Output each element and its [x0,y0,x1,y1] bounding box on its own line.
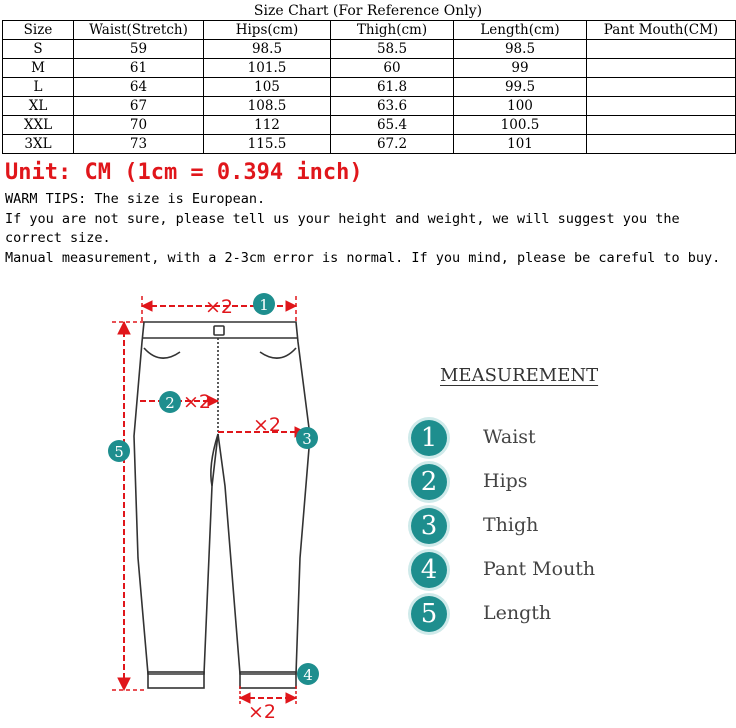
table-cell: 64 [74,78,204,97]
table-cell: 101 [454,135,587,154]
table-cell [587,78,736,97]
table-cell: 98.5 [454,40,587,59]
size-table [2,20,736,154]
badge-5-number: 5 [114,443,124,461]
unit-note: Unit: CM (1cm = 0.394 inch) [5,160,363,185]
pants-diagram [100,286,340,726]
table-cell: 61 [74,59,204,78]
table-cell: 65.4 [331,116,454,135]
table-row [3,135,736,154]
table-cell: 98.5 [204,40,331,59]
table-cell: 60 [331,59,454,78]
table-cell: 3XL [3,135,74,154]
mouth-multiplier: ×2 [248,701,277,723]
table-cell: XXL [3,116,74,135]
waist-multiplier: ×2 [205,296,234,318]
table-cell: 61.8 [331,78,454,97]
table-row [3,116,736,135]
table-cell: 112 [204,116,331,135]
table-row [3,40,736,59]
length-arrow [112,322,145,690]
table-cell [587,40,736,59]
tip-line: Manual measurement, with a 2-3cm error is normal. If you mind, please be careful to buy. [5,249,721,266]
table-cell: 100.5 [454,116,587,135]
badge-3-number: 3 [302,430,312,448]
tip-line: WARM TIPS: The size is European. [5,191,266,207]
col-header-thigh: Thigh(cm) [331,21,454,40]
legend-title: MEASUREMENT [440,365,599,386]
table-cell: 70 [74,116,204,135]
hips-multiplier: ×2 [183,391,212,413]
col-header-pant-mouth: Pant Mouth(CM) [587,21,736,40]
col-header-size: Size [3,21,74,40]
badge-2 [159,391,181,413]
legend-item-hips [411,464,691,504]
table-cell: 101.5 [204,59,331,78]
badge-5 [108,440,130,462]
legend-item-waist [411,420,691,460]
table-cell: 59 [74,40,204,59]
badge-4 [297,663,319,685]
table-row [3,97,736,116]
table-cell: 99 [454,59,587,78]
legend-badge: 2 [411,464,447,500]
warm-tips [5,190,733,268]
table-cell: L [3,78,74,97]
legend-label: Thigh [483,514,539,536]
table-cell: 63.6 [331,97,454,116]
legend-badge: 3 [411,508,447,544]
badge-1-number: 1 [259,296,269,314]
table-cell: 73 [74,135,204,154]
table-cell: 105 [204,78,331,97]
table-cell: 67 [74,97,204,116]
table-cell: 67.2 [331,135,454,154]
legend-badge: 1 [411,420,447,456]
pants-outline [134,322,310,688]
table-cell [587,97,736,116]
legend-label: Hips [483,470,528,492]
table-cell: 100 [454,97,587,116]
table-cell: 115.5 [204,135,331,154]
legend-label: Length [483,602,552,624]
table-cell: 108.5 [204,97,331,116]
table-cell: 58.5 [331,40,454,59]
col-header-length: Length(cm) [454,21,587,40]
col-header-waist: Waist(Stretch) [74,21,204,40]
tip-line: If you are not sure, please tell us your height and weight, we will suggest you the correct size. [5,210,680,246]
legend-item-length [411,596,691,636]
thigh-multiplier: ×2 [253,414,282,436]
table-cell [587,59,736,78]
table-cell: M [3,59,74,78]
table-row [3,59,736,78]
table-cell: XL [3,97,74,116]
legend-item-thigh [411,508,691,548]
badge-1 [253,293,275,315]
legend-item-pant-mouth [411,552,691,592]
size-chart-title: Size Chart (For Reference Only) [253,3,483,19]
legend-label: Waist [483,426,536,448]
col-header-hips: Hips(cm) [204,21,331,40]
table-cell: S [3,40,74,59]
table-cell [587,135,736,154]
table-row [3,78,736,97]
legend-label: Pant Mouth [483,558,596,580]
badge-4-number: 4 [303,666,313,684]
legend-badge: 4 [411,552,447,588]
table-cell: 99.5 [454,78,587,97]
badge-3 [296,427,318,449]
table-cell [587,116,736,135]
table-header-row [3,21,736,40]
badge-2-number: 2 [165,394,175,412]
legend-badge: 5 [411,596,447,632]
